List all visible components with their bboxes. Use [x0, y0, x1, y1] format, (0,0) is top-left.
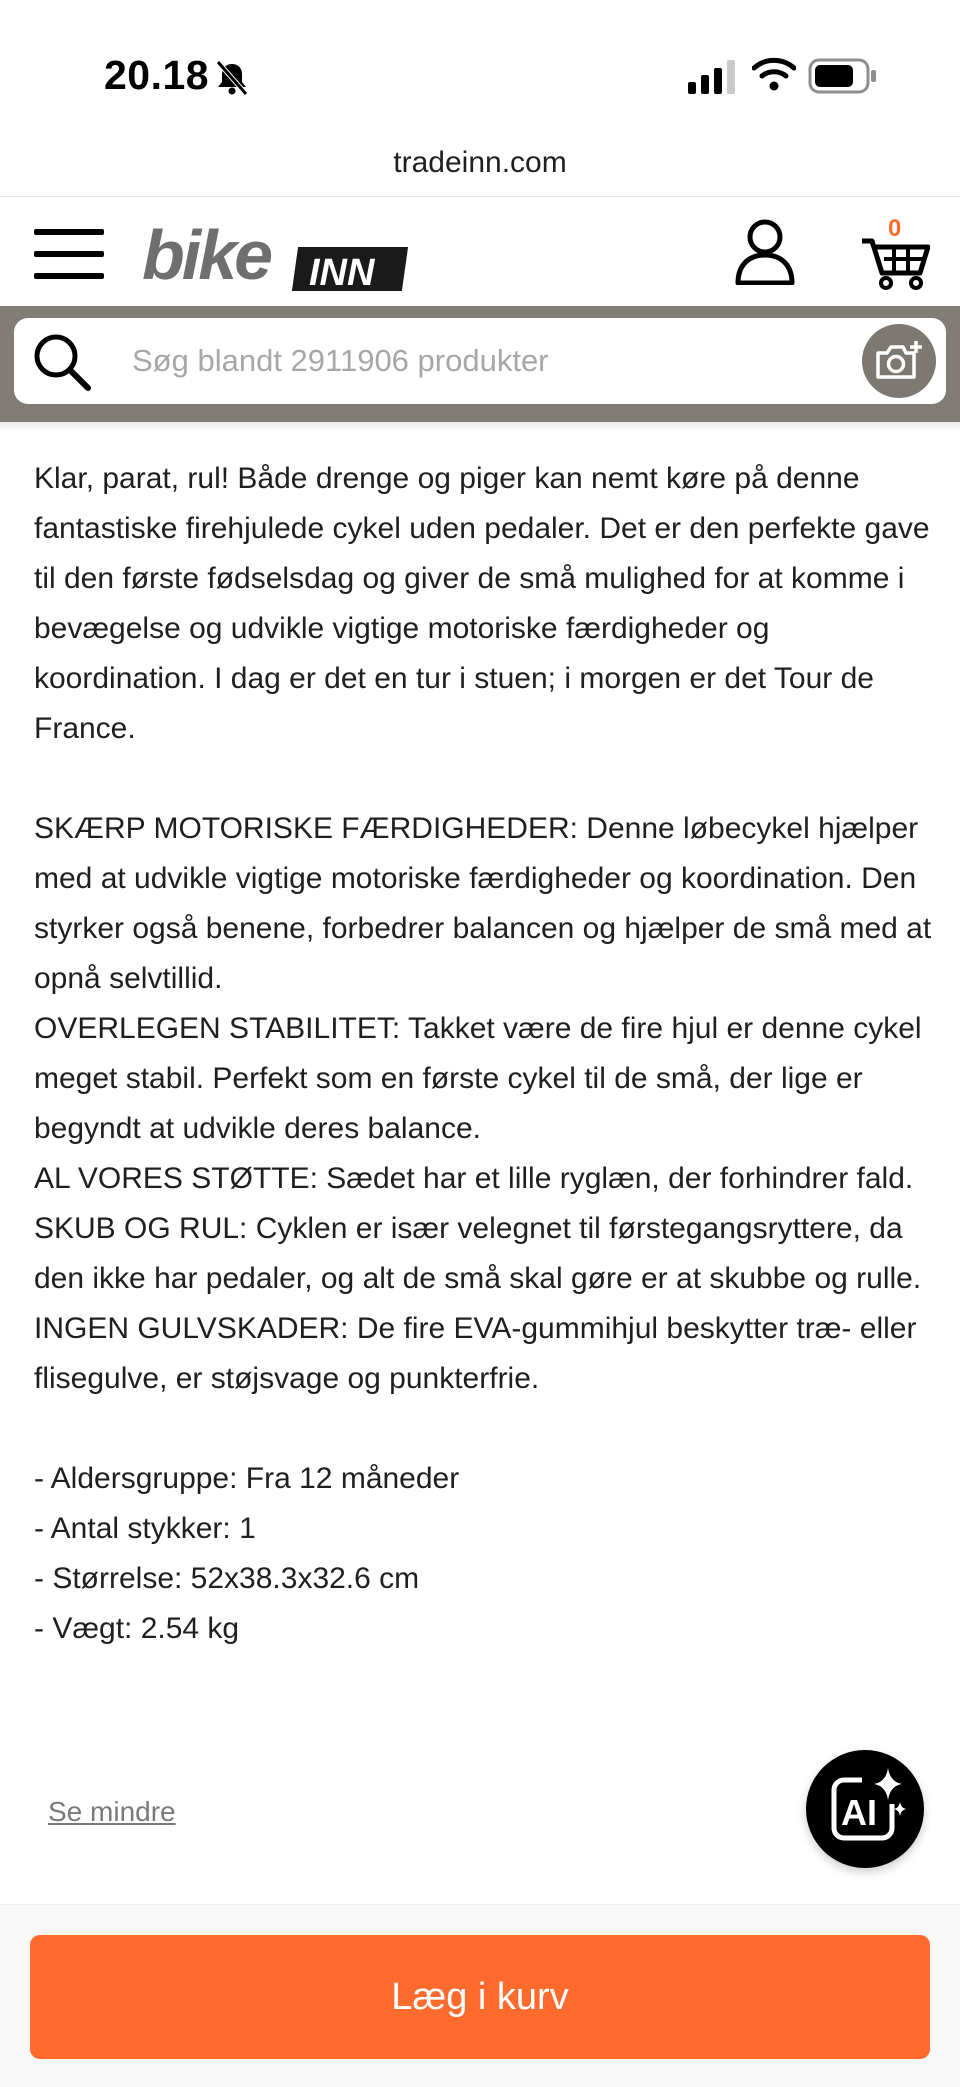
search-bar-container — [0, 306, 960, 422]
feature-item: SKUB OG RUL: Cyklen er især velegnet til førstegangsryttere, da den ikke har pedaler, og alt de små skal gøre er at skubbe og rulle. — [34, 1212, 922, 1295]
feature-item: AL VORES STØTTE: Sædet har et lille ryglæn, der forhindrer fald. — [34, 1162, 914, 1195]
feature-item: SKÆRP MOTORISKE FÆRDIGHEDER: Denne løbecykel hjælper med at udvikle vigtige motoriske færdigheder og koordination. Den styrker også benene, forbedrer balancen og hjælper de små med at opnå selvtillid. — [34, 812, 932, 995]
bikeinn-logo[interactable] — [142, 219, 412, 293]
user-account-icon[interactable] — [734, 217, 796, 285]
bottom-action-bar — [0, 1904, 960, 2087]
spacer — [34, 1404, 934, 1454]
spec-item: - Aldersgruppe: Fra 12 måneder — [34, 1462, 460, 1495]
search-box — [14, 318, 946, 404]
logo-inn-text: INN — [309, 252, 375, 293]
status-bar — [0, 0, 960, 140]
status-time: 20.18 — [104, 52, 210, 98]
feature-item: OVERLEGEN STABILITET: Takket være de fire hjul er denne cykel meget stabil. Perfekt som en første cykel til de små, der lige er begyndt at udvikle deres balance. — [34, 1012, 922, 1145]
wifi-icon — [752, 56, 796, 92]
cart-count-badge: 0 — [888, 215, 902, 242]
header-shadow — [0, 422, 960, 432]
battery-icon — [808, 58, 878, 94]
logo-bike-text: bike — [142, 219, 271, 293]
spec-item: - Antal stykker: 1 — [34, 1512, 256, 1545]
feature-item: INGEN GULVSKADER: De fire EVA-gummihjul beskytter træ- eller flisegulve, er støjsvage og punkterfrie. — [34, 1312, 917, 1395]
ai-sparkle-icon — [806, 1750, 924, 1868]
search-input[interactable] — [132, 336, 832, 386]
camera-plus-icon — [874, 339, 924, 383]
ai-assistant-button[interactable] — [806, 1750, 924, 1868]
camera-search-button[interactable] — [862, 324, 936, 398]
spacer — [34, 754, 934, 804]
spec-item: - Størrelse: 52x38.3x32.6 cm — [34, 1562, 420, 1595]
description-intro: Klar, parat, rul! Både drenge og piger kan nemt køre på denne fantastiske firehjulede cykel uden pedaler. Det er den perfekte gave til den første fødselsdag og giver de små mulighed for at komme i bevægelse og udvikle vigtige motoriske færdigheder og koordination. I dag er det en tur i stuen; i morgen er det Tour de France. — [34, 462, 930, 745]
search-icon[interactable] — [30, 330, 92, 392]
cart-button[interactable] — [860, 215, 930, 291]
signal-icon — [688, 60, 736, 94]
spec-item: - Vægt: 2.54 kg — [34, 1612, 240, 1645]
bell-off-icon — [212, 58, 252, 98]
ai-label: AI — [841, 1792, 877, 1833]
product-description — [34, 454, 934, 1654]
hamburger-menu-icon[interactable] — [34, 227, 104, 281]
add-to-cart-button[interactable]: Læg i kurv — [30, 1935, 930, 2059]
site-header — [0, 196, 960, 306]
see-less-link[interactable]: Se mindre — [48, 1796, 176, 1827]
url-bar[interactable]: tradeinn.com — [393, 146, 567, 179]
